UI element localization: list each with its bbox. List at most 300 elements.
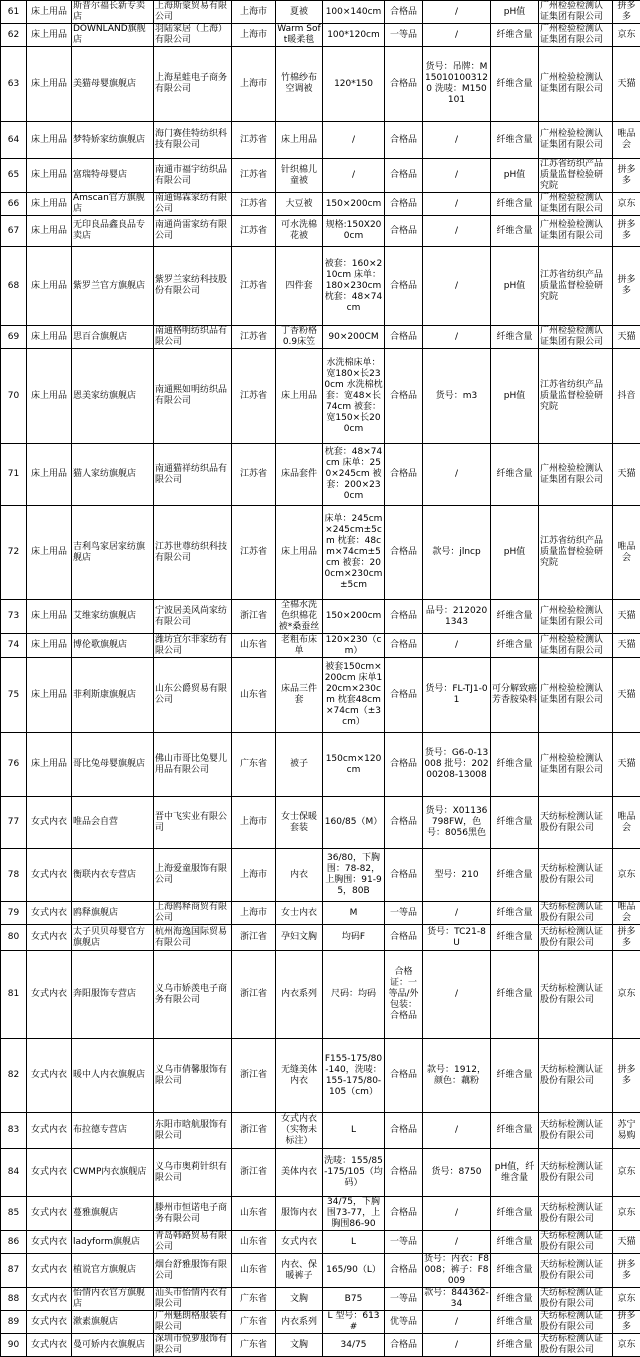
cell-category: 床上用品: [27, 47, 72, 122]
cell-inspection-agency: 天纺标检测认证股份有限公司: [539, 1288, 613, 1311]
cell-inspection-agency: 广州检验检测认证集团有限公司: [539, 47, 613, 122]
cell-product-name: 内衣系列: [276, 951, 323, 1039]
cell-failed-item: 可分解致癌芳香胺染料: [491, 658, 539, 733]
cell-batch-info: 款号：844362-34: [423, 1288, 491, 1311]
cell-platform: 拼多多: [613, 925, 640, 951]
cell-failed-item: pH值: [491, 159, 539, 193]
cell-batch-info: /: [423, 902, 491, 925]
cell-inspection-agency: 天纺标检测认证股份有限公司: [539, 1149, 613, 1197]
cell-platform: 天猫: [613, 600, 640, 634]
cell-grade: 合格品: [385, 506, 423, 600]
cell-platform: 京东: [613, 24, 640, 47]
table-row: [1, 1039, 640, 1113]
table-row: [1, 733, 640, 797]
cell-manufacturer: 上海鸥释商贸有限公司: [154, 902, 232, 925]
cell-province: 山东省: [232, 1231, 276, 1254]
cell-grade: 合格品: [385, 925, 423, 951]
cell-failed-item: pH值: [491, 349, 539, 444]
cell-inspection-agency: 天纺标检测认证股份有限公司: [539, 797, 613, 849]
table-row: [1, 1334, 640, 1357]
cell-province: 江苏省: [232, 216, 276, 247]
cell-spec-model: 36/80，下胸围：78-82，上胸围：91-95，80B: [323, 849, 385, 902]
cell-store-name: 吉利鸟家居家纺旗舰店: [72, 506, 154, 600]
cell-product-name: 床上用品: [276, 349, 323, 444]
cell-manufacturer: 义乌市倩馨服饰有限公司: [154, 1039, 232, 1113]
cell-grade: 合格品: [385, 326, 423, 349]
cell-store-name: 衡联内衣专营店: [72, 849, 154, 902]
cell-platform: 拼多多: [613, 1039, 640, 1113]
cell-category: 床上用品: [27, 122, 72, 159]
cell-platform: 天猫: [613, 326, 640, 349]
cell-category: 女式内衣: [27, 1113, 72, 1149]
cell-inspection-agency: 天纺标检测认证股份有限公司: [539, 925, 613, 951]
cell-failed-item: pH值: [491, 1, 539, 24]
cell-inspection-agency: 天纺标检测认证股份有限公司: [539, 1254, 613, 1288]
cell-product-name: 床品三件套: [276, 658, 323, 733]
cell-province: 江苏省: [232, 349, 276, 444]
table-row: [1, 349, 640, 444]
cell-store-name: 恩美家纺旗舰店: [72, 349, 154, 444]
cell-inspection-agency: 广州检验检测认证集团有限公司: [539, 193, 613, 216]
table-row: [1, 1288, 640, 1311]
cell-grade: 合格品: [385, 349, 423, 444]
cell-product-name: 美体内衣: [276, 1149, 323, 1197]
table-row: [1, 634, 640, 658]
cell-spec-model: L: [323, 1113, 385, 1149]
cell-product-name: 床品套件: [276, 444, 323, 506]
cell-batch-info: /: [423, 951, 491, 1039]
cell-platform: 京东: [613, 1288, 640, 1311]
cell-province: 江苏省: [232, 159, 276, 193]
cell-store-name: 怡情内衣官方旗舰店: [72, 1288, 154, 1311]
cell-grade: 合格品: [385, 1197, 423, 1231]
cell-spec-model: 120×230（cm）: [323, 634, 385, 658]
cell-manufacturer: 上海斯蒙贸易有限公司: [154, 1, 232, 24]
cell-platform: 天猫: [613, 658, 640, 733]
cell-batch-info: 款号：1912，颜色：藕粉: [423, 1039, 491, 1113]
cell-inspection-agency: 广州检验检测认证集团有限公司: [539, 634, 613, 658]
cell-province: 浙江省: [232, 1149, 276, 1197]
cell-row-number: 69: [1, 326, 27, 349]
cell-grade: 合格品: [385, 47, 423, 122]
table-row: [1, 1197, 640, 1231]
cell-spec-model: 尺码：均码: [323, 951, 385, 1039]
cell-grade: 合格品: [385, 216, 423, 247]
cell-inspection-agency: 天纺标检测认证股份有限公司: [539, 1334, 613, 1357]
cell-province: 江苏省: [232, 444, 276, 506]
cell-platform: 拼多多: [613, 1, 640, 24]
cell-grade: 合格品: [385, 797, 423, 849]
cell-row-number: 63: [1, 47, 27, 122]
table-row: [1, 24, 640, 47]
cell-row-number: 83: [1, 1113, 27, 1149]
table-row: [1, 247, 640, 326]
cell-inspection-agency: 广州检验检测认证集团有限公司: [539, 600, 613, 634]
cell-grade: 合格品: [385, 193, 423, 216]
cell-row-number: 86: [1, 1231, 27, 1254]
cell-inspection-agency: 江苏省纺织产品质量监督检验研究院: [539, 349, 613, 444]
cell-row-number: 78: [1, 849, 27, 902]
cell-failed-item: 纤维含量: [491, 216, 539, 247]
cell-failed-item: 纤维含量: [491, 122, 539, 159]
cell-store-name: 蔓雅旗舰店: [72, 1197, 154, 1231]
cell-failed-item: 纤维含量: [491, 1254, 539, 1288]
cell-province: 广东省: [232, 1334, 276, 1357]
cell-grade: 合格品: [385, 658, 423, 733]
cell-store-name: 博伦歌旗舰店: [72, 634, 154, 658]
cell-province: 上海市: [232, 47, 276, 122]
cell-product-name: 夏被: [276, 1, 323, 24]
cell-manufacturer: 羽陆家居（上海）有限公司: [154, 24, 232, 47]
cell-store-name: CWMP内衣旗舰店: [72, 1149, 154, 1197]
cell-row-number: 81: [1, 951, 27, 1039]
cell-province: 山东省: [232, 1197, 276, 1231]
cell-product-name: 丁香粉格0.9床笠: [276, 326, 323, 349]
cell-inspection-agency: 广州检验检测认证集团有限公司: [539, 122, 613, 159]
cell-spec-model: 160/85（M）: [323, 797, 385, 849]
cell-manufacturer: 南通市福宇纺织品有限公司: [154, 159, 232, 193]
cell-row-number: 71: [1, 444, 27, 506]
cell-category: 女式内衣: [27, 1197, 72, 1231]
cell-spec-model: /: [323, 122, 385, 159]
cell-row-number: 89: [1, 1311, 27, 1334]
cell-manufacturer: 南通猫祥纺织品有限公司: [154, 444, 232, 506]
cell-province: 广东省: [232, 1288, 276, 1311]
cell-platform: 天猫: [613, 634, 640, 658]
cell-province: 山东省: [232, 658, 276, 733]
cell-spec-model: M: [323, 902, 385, 925]
cell-store-name: 植说官方旗舰店: [72, 1254, 154, 1288]
cell-batch-info: 品号：2120201343: [423, 600, 491, 634]
cell-batch-info: /: [423, 24, 491, 47]
cell-inspection-agency: 江苏省纺织产品质量监督检验研究院: [539, 159, 613, 193]
cell-grade: 合格品: [385, 1113, 423, 1149]
cell-grade: 合格品: [385, 1, 423, 24]
cell-inspection-agency: 天纺标检测认证股份有限公司: [539, 902, 613, 925]
cell-category: 床上用品: [27, 247, 72, 326]
cell-manufacturer: 青岛韩路贸易有限公司: [154, 1231, 232, 1254]
cell-row-number: 74: [1, 634, 27, 658]
cell-failed-item: pH值: [491, 247, 539, 326]
cell-product-name: 内衣系列: [276, 1311, 323, 1334]
cell-batch-info: 货号：内衣：F8008；裤子：F8009: [423, 1254, 491, 1288]
cell-inspection-agency: 天纺标检测认证股份有限公司: [539, 951, 613, 1039]
cell-store-name: 梦特娇家纺旗舰店: [72, 122, 154, 159]
cell-grade: 一等品: [385, 1231, 423, 1254]
cell-store-name: 鸥释旗舰店: [72, 902, 154, 925]
table-row: [1, 797, 640, 849]
cell-batch-info: /: [423, 1231, 491, 1254]
cell-batch-info: 货号：m3: [423, 349, 491, 444]
cell-platform: 天猫: [613, 733, 640, 797]
cell-product-name: 被子: [276, 733, 323, 797]
cell-product-name: 无缝美体内衣: [276, 1039, 323, 1113]
cell-store-name: 猫人家纺旗舰店: [72, 444, 154, 506]
cell-row-number: 65: [1, 159, 27, 193]
table-row: [1, 216, 640, 247]
cell-inspection-agency: 广州检验检测认证集团有限公司: [539, 24, 613, 47]
cell-batch-info: 货号：吊牌：M150101003120 洗唛：M150101: [423, 47, 491, 122]
cell-grade: 一等品: [385, 1288, 423, 1311]
cell-spec-model: L 型号：613#: [323, 1311, 385, 1334]
cell-spec-model: /: [323, 159, 385, 193]
cell-category: 床上用品: [27, 1, 72, 24]
cell-category: 女式内衣: [27, 1311, 72, 1334]
cell-product-name: 文胸: [276, 1334, 323, 1357]
cell-manufacturer: 杭州海逸国际贸易有限公司: [154, 925, 232, 951]
cell-category: 床上用品: [27, 634, 72, 658]
cell-province: 江苏省: [232, 326, 276, 349]
cell-spec-model: 枕套：48×74cm 床单：250×245cm 被套：200×230cm: [323, 444, 385, 506]
cell-store-name: 菲利斯康旗舰店: [72, 658, 154, 733]
cell-category: 床上用品: [27, 159, 72, 193]
cell-province: 浙江省: [232, 1039, 276, 1113]
cell-failed-item: 纤维含量: [491, 326, 539, 349]
cell-batch-info: /: [423, 193, 491, 216]
cell-category: 女式内衣: [27, 1288, 72, 1311]
cell-row-number: 72: [1, 506, 27, 600]
cell-province: 上海市: [232, 24, 276, 47]
cell-grade: 合格品: [385, 1254, 423, 1288]
cell-row-number: 68: [1, 247, 27, 326]
cell-grade: 一等品: [385, 24, 423, 47]
cell-row-number: 67: [1, 216, 27, 247]
cell-province: 广东省: [232, 1311, 276, 1334]
cell-inspection-agency: 广州检验检测认证集团有限公司: [539, 733, 613, 797]
cell-manufacturer: 山东公爵贸易有限公司: [154, 658, 232, 733]
cell-manufacturer: 汕头市怡情内衣有限公司: [154, 1288, 232, 1311]
cell-province: 上海市: [232, 902, 276, 925]
table-row: [1, 1113, 640, 1149]
cell-inspection-agency: 天纺标检测认证股份有限公司: [539, 849, 613, 902]
cell-spec-model: 被套：160×210cm 床单：180×230cm 枕套：48×74cm: [323, 247, 385, 326]
cell-failed-item: 纤维含量: [491, 1039, 539, 1113]
cell-grade: 合格品: [385, 1039, 423, 1113]
cell-grade: 合格品: [385, 444, 423, 506]
cell-province: 广东省: [232, 733, 276, 797]
cell-inspection-agency: 广州检验检测认证集团有限公司: [539, 1, 613, 24]
cell-platform: 唯品会: [613, 506, 640, 600]
cell-category: 女式内衣: [27, 1334, 72, 1357]
cell-manufacturer: 滕州市恒诺电子商务有限公司: [154, 1197, 232, 1231]
cell-row-number: 76: [1, 733, 27, 797]
cell-manufacturer: 上海爱童服饰有限公司: [154, 849, 232, 902]
cell-manufacturer: 义乌市娇羡电子商务有限公司: [154, 951, 232, 1039]
cell-province: 山东省: [232, 634, 276, 658]
cell-category: 女式内衣: [27, 1039, 72, 1113]
table-row: [1, 1, 640, 24]
cell-inspection-agency: 广州检验检测认证集团有限公司: [539, 216, 613, 247]
table-body: [1, 1, 640, 1357]
cell-platform: 拼多多: [613, 1311, 640, 1334]
cell-failed-item: 纤维含量: [491, 1311, 539, 1334]
cell-row-number: 82: [1, 1039, 27, 1113]
table-row: [1, 1254, 640, 1288]
cell-product-name: 服饰内衣: [276, 1197, 323, 1231]
cell-manufacturer: 东阳市晗航服饰有限公司: [154, 1113, 232, 1149]
cell-product-name: 女士保暖套装: [276, 797, 323, 849]
cell-product-name: 女式内衣: [276, 1231, 323, 1254]
table-row: [1, 193, 640, 216]
cell-platform: 唯品会: [613, 902, 640, 925]
table-row: [1, 902, 640, 925]
table-row: [1, 600, 640, 634]
cell-row-number: 90: [1, 1334, 27, 1357]
cell-province: 江苏省: [232, 506, 276, 600]
cell-failed-item: 纤维含量: [491, 47, 539, 122]
cell-row-number: 77: [1, 797, 27, 849]
cell-failed-item: 纤维含量: [491, 600, 539, 634]
cell-failed-item: 纤维含量: [491, 902, 539, 925]
cell-product-name: 内衣、保暖裤子: [276, 1254, 323, 1288]
cell-province: 上海市: [232, 849, 276, 902]
cell-batch-info: /: [423, 159, 491, 193]
cell-manufacturer: 深圳市悦萝服饰有限公司: [154, 1334, 232, 1357]
cell-manufacturer: 江苏世尊纺织科技有限公司: [154, 506, 232, 600]
cell-grade: 合格品: [385, 600, 423, 634]
cell-platform: 苏宁易购: [613, 1113, 640, 1149]
cell-spec-model: 150×200cm: [323, 193, 385, 216]
cell-failed-item: 纤维含量: [491, 849, 539, 902]
cell-platform: 天猫: [613, 444, 640, 506]
cell-batch-info: /: [423, 634, 491, 658]
cell-grade: 合格品: [385, 122, 423, 159]
cell-store-name: 美猫母婴旗舰店: [72, 47, 154, 122]
cell-store-name: 太子贝贝母婴官方旗舰店: [72, 925, 154, 951]
cell-province: 上海市: [232, 1, 276, 24]
cell-category: 床上用品: [27, 216, 72, 247]
cell-store-name: 艾维家纺旗舰店: [72, 600, 154, 634]
cell-batch-info: 款号：jlncp: [423, 506, 491, 600]
cell-manufacturer: 紫罗兰家纺科技股份有限公司: [154, 247, 232, 326]
cell-store-name: 富瑞特母婴店: [72, 159, 154, 193]
cell-failed-item: pH值: [491, 506, 539, 600]
cell-product-name: 文胸: [276, 1288, 323, 1311]
cell-manufacturer: 南通格明纺织品有限公司: [154, 326, 232, 349]
cell-batch-info: /: [423, 122, 491, 159]
cell-grade: 一等品: [385, 902, 423, 925]
cell-inspection-agency: 广州检验检测认证集团有限公司: [539, 658, 613, 733]
cell-store-name: 紫罗兰官方旗舰店: [72, 247, 154, 326]
cell-failed-item: 纤维含量: [491, 1288, 539, 1311]
cell-platform: 天猫: [613, 1231, 640, 1254]
cell-platform: 拼多多: [613, 247, 640, 326]
cell-failed-item: 纤维含量: [491, 444, 539, 506]
cell-spec-model: L: [323, 1231, 385, 1254]
cell-platform: 拼多多: [613, 159, 640, 193]
cell-spec-model: 90×200CM: [323, 326, 385, 349]
cell-manufacturer: 潍坊宜尔菲家纺有限公司: [154, 634, 232, 658]
cell-spec-model: 床单：245cm×245cm±5cm 枕套：48cm×74cm±5cm 被套：200cm×230cm±5cm: [323, 506, 385, 600]
cell-grade: 合格品: [385, 1149, 423, 1197]
cell-manufacturer: 南通尚雷家纺有限公司: [154, 216, 232, 247]
cell-product-name: 内衣: [276, 849, 323, 902]
table-row: [1, 122, 640, 159]
cell-spec-model: F155-175/80-140，洗唛：155-175/80-105（cm）: [323, 1039, 385, 1113]
cell-store-name: 漱素旗舰店: [72, 1311, 154, 1334]
cell-product-name: 床上用品: [276, 506, 323, 600]
cell-product-name: 竹棉纱布空调被: [276, 47, 323, 122]
cell-grade: 合格品: [385, 1334, 423, 1357]
cell-batch-info: /: [423, 1311, 491, 1334]
cell-product-name: 四件套: [276, 247, 323, 326]
cell-platform: 抖音: [613, 349, 640, 444]
cell-spec-model: 洗唛：155/85-175/105（均码）: [323, 1149, 385, 1197]
cell-category: 床上用品: [27, 24, 72, 47]
cell-manufacturer: 南通熙如明纺织品有限公司: [154, 349, 232, 444]
cell-product-name: 大豆被: [276, 193, 323, 216]
cell-row-number: 62: [1, 24, 27, 47]
cell-category: 床上用品: [27, 349, 72, 444]
cell-row-number: 88: [1, 1288, 27, 1311]
cell-product-name: 老粗布床单: [276, 634, 323, 658]
cell-store-name: 布拉德专营店: [72, 1113, 154, 1149]
table-row: [1, 47, 640, 122]
cell-platform: 京东: [613, 1197, 640, 1231]
cell-manufacturer: 广州魅朗格服装有限公司: [154, 1311, 232, 1334]
cell-row-number: 75: [1, 658, 27, 733]
cell-failed-item: 纤维含量: [491, 925, 539, 951]
cell-spec-model: 34/75，下胸围73-77，上胸围86-90: [323, 1197, 385, 1231]
cell-row-number: 79: [1, 902, 27, 925]
cell-category: 床上用品: [27, 733, 72, 797]
cell-store-name: 奔阳服饰专营店: [72, 951, 154, 1039]
cell-spec-model: 规格:150X200cm: [323, 216, 385, 247]
table-row: [1, 444, 640, 506]
cell-platform: 京东: [613, 193, 640, 216]
cell-province: 浙江省: [232, 1113, 276, 1149]
cell-manufacturer: 海门赛佳特纺织科技有限公司: [154, 122, 232, 159]
cell-product-name: 可水洗棉花被: [276, 216, 323, 247]
cell-batch-info: 货号：G6-0-13008 批号：20200208-13008: [423, 733, 491, 797]
cell-batch-info: 型号：210: [423, 849, 491, 902]
cell-failed-item: 纤维含量: [491, 1231, 539, 1254]
cell-product-name: 女式内衣（实物未标注）: [276, 1113, 323, 1149]
cell-spec-model: 均码F: [323, 925, 385, 951]
cell-category: 床上用品: [27, 600, 72, 634]
cell-inspection-agency: 天纺标检测认证股份有限公司: [539, 1231, 613, 1254]
table-row: [1, 506, 640, 600]
cell-store-name: 曼可娇内衣旗舰店: [72, 1334, 154, 1357]
table-row: [1, 159, 640, 193]
cell-province: 浙江省: [232, 951, 276, 1039]
cell-spec-model: 150cm×120cm: [323, 733, 385, 797]
cell-platform: 天猫: [613, 47, 640, 122]
cell-failed-item: pH值，纤维含量: [491, 1149, 539, 1197]
cell-manufacturer: 晋中飞实业有限公司: [154, 797, 232, 849]
cell-batch-info: /: [423, 1113, 491, 1149]
cell-product-name: 全棉水洗色织棉花被*桑蚕丝: [276, 600, 323, 634]
cell-platform: 拼多多: [613, 1254, 640, 1288]
cell-row-number: 61: [1, 1, 27, 24]
cell-spec-model: 被套150cm×200cm 床单120cm×230cm 枕套48cm×74cm（±3cm）: [323, 658, 385, 733]
cell-spec-model: 120*150: [323, 47, 385, 122]
table-row: [1, 1311, 640, 1334]
cell-province: 山东省: [232, 1254, 276, 1288]
cell-inspection-agency: 江苏省纺织产品质量监督检验研究院: [539, 506, 613, 600]
cell-category: 床上用品: [27, 326, 72, 349]
cell-product-name: 女士内衣: [276, 902, 323, 925]
cell-province: 江苏省: [232, 122, 276, 159]
cell-row-number: 70: [1, 349, 27, 444]
cell-grade: 合格品: [385, 159, 423, 193]
table-row: [1, 951, 640, 1039]
cell-grade: 合格品: [385, 849, 423, 902]
cell-province: 江苏省: [232, 193, 276, 216]
table-row: [1, 1149, 640, 1197]
cell-province: 上海市: [232, 797, 276, 849]
cell-inspection-agency: 广州检验检测认证集团有限公司: [539, 326, 613, 349]
